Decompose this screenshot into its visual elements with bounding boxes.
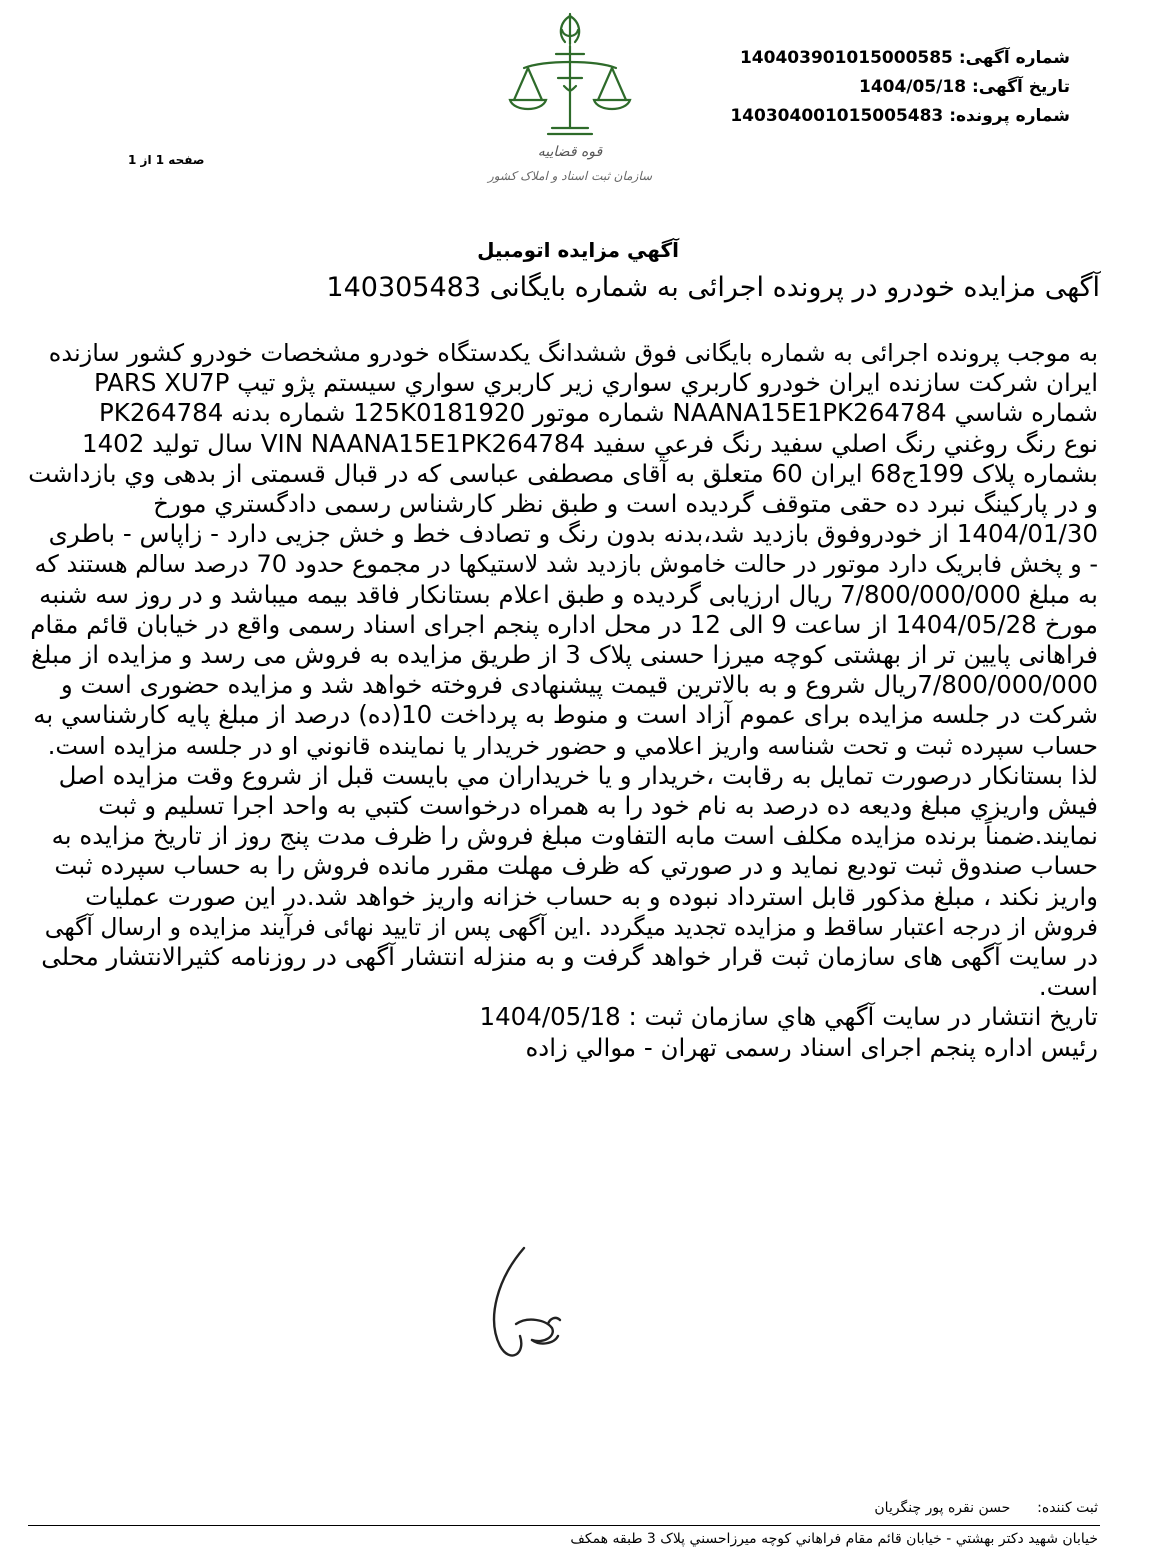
body-line: فراهانی پایین تر از بهشتی کوچه میرزا حسنی پلاک 3 از طریق مزایده به فروش می رسد و مزایده از مبلغ	[30, 640, 1098, 670]
body-line: ایران شرکت سازنده ایران خودرو کاربري سواري زیر کاربري سواري سيستم پژو تيپ PARS XU7P	[93, 368, 1098, 398]
body-line: نوع رنگ روغني رنگ اصلي سفيد رنگ فرعي سفيد VIN NAANA15E1PK264784 سال توليد 1402	[81, 428, 1098, 458]
notice-number-row	[740, 48, 1070, 68]
registrar-row	[874, 1500, 1098, 1516]
judiciary-emblem-logo	[470, 8, 670, 198]
notice-subtitle: آگهی مزایده خودرو در پرونده اجرائی به شماره بایگانی 140305483	[326, 272, 1100, 303]
svg-text:قوه قضاییه: قوه قضاییه	[537, 144, 603, 160]
registrar-label: ثبت کننده:	[1037, 1500, 1098, 1516]
body-line: مورخ 1404/05/28 از ساعت 9 الی 12 در محل اداره پنجم اجرای اسناد رسمی واقع در خیابان قائم مقام	[30, 609, 1098, 639]
case-number-label: شماره پرونده:	[949, 106, 1070, 126]
handwritten-signature	[428, 1228, 628, 1384]
body-line: حساب سپرده ثبت و تحت شناسه واریز اعلامي و حضور خریدار یا نماینده قانوني او در جلسه مزایده است.	[47, 731, 1098, 760]
publication-date-line: تاریخ انتشار در سایت آگهي هاي سازمان ثبت : 1404/05/18	[479, 1002, 1098, 1032]
notice-body	[28, 338, 1098, 1063]
notice-date-label: تاریخ آگهی:	[971, 77, 1070, 97]
body-line: فروش از درجه اعتبار ساقط و مزایده تجدید میگردد .این آگهی پس از تایید نهائی فرآیند مزایده و ارسال آگهی	[44, 912, 1098, 941]
body-line: بشماره پلاک 199ج68 ایران 60 متعلق به آقای مصطفی عباسی که در قبال قسمتی از بدهی وي بازداشت	[28, 458, 1098, 488]
body-line: به مبلغ 7/800/000/000 ریال ارزیابی گردیده و طبق اعلام بستانکار فاقد بیمه میباشد و در روز سه شنبه	[39, 579, 1098, 609]
notice-title: آگهي مزايده اتومبيل	[477, 238, 679, 262]
body-line: واریز نکند ، مبلغ مذکور قابل استرداد نبوده و به حساب خزانه واریز خواهد شد.در این صورت عملیات	[85, 881, 1098, 911]
body-line: به موجب پرونده اجرائی به شماره بایگانی فوق ششدانگ یکدستگاه خودرو مشخصات خودرو کشور سازنده	[48, 339, 1098, 367]
registrar-name: حسن نقره پور چنگریان	[874, 1500, 1011, 1516]
body-line: شرکت در جلسه مزایده برای عموم آزاد است و منوط به پرداخت 10(ده) درصد از مبلغ پایه کارشناسي به	[33, 700, 1098, 730]
body-line: لذا بستانکار درصورت تمایل به رقابت ،خریدار و یا خریداران مي بایست قبل از شروع وقت مزایده اصل	[58, 760, 1098, 790]
page-indicator: صفحه 1 از 1	[128, 153, 205, 167]
body-line: در سایت آگهی های سازمان ثبت قرار خواهد گرفت و به منزله انتشار آگهی در روزنامه کثیرالانتشار محلی	[41, 942, 1098, 972]
office-address: خیابان شهید دکتر بهشتي - خیابان قائم مقام فراهاني کوچه میرزاحسني پلاک 3 طبقه همکف	[570, 1531, 1098, 1547]
notice-date-row	[859, 77, 1070, 97]
notice-number-value: 140403901015000585	[739, 48, 953, 68]
footer-divider	[28, 1525, 1100, 1526]
body-line: 1404/01/30 از خودروفوق بازدید شد،بدنه بدون رنگ و تصادف خط و خش جزیی دارد - زاپاس - باطری	[48, 519, 1098, 549]
notice-date-value: 1404/05/18	[858, 77, 967, 97]
body-line: 7/800/000/000ریال شروع و به بالاترین قیمت پیشنهادی فروخته خواهد شد و مزایده حضوری است و	[60, 670, 1098, 700]
body-line: نمایند.ضمناً برنده مزایده مکلف است مابه التفاوت مبلغ فروش را ظرف مدت پنج روز از تاریخ مزایده به	[51, 821, 1098, 851]
body-line: است.	[1038, 972, 1098, 1002]
body-line: شماره شاسي NAANA15E1PK264784 شماره موتور 125K0181920 شماره بدنه PK264784	[98, 398, 1098, 428]
signatory-line: رئیس اداره پنجم اجرای اسناد رسمی تهران - موالي زاده	[525, 1032, 1098, 1062]
svg-text:سازمان ثبت اسناد و املاک کشور: سازمان ثبت اسناد و املاک کشور	[487, 169, 653, 183]
case-number-row	[730, 106, 1070, 126]
case-number-value: 140304001015005483	[730, 106, 944, 126]
body-line: - و پخش فابریک دارد موتور در حالت خاموش بازدید شد لاستیکها در مجموع حدود 70 درصد سالم هستند که	[34, 550, 1098, 579]
body-line: و در پارکینگ نبرد ده حقی متوقف گردیده است و طبق نظر کارشناس رسمی دادگستري مورخ	[153, 489, 1098, 519]
notice-number-label: شماره آگهی:	[958, 48, 1070, 68]
body-line: حساب صندوق ثبت تودیع نماید و در صورتي که ظرف مهلت مقرر مانده فروش را به حساب سپرده ثبت	[54, 851, 1098, 881]
body-line: فیش واریزي مبلغ ودیعه ده درصد به نام خود را به همراه درخواست کتبي به واحد اجرا تسلیم و ثبت	[98, 791, 1098, 821]
